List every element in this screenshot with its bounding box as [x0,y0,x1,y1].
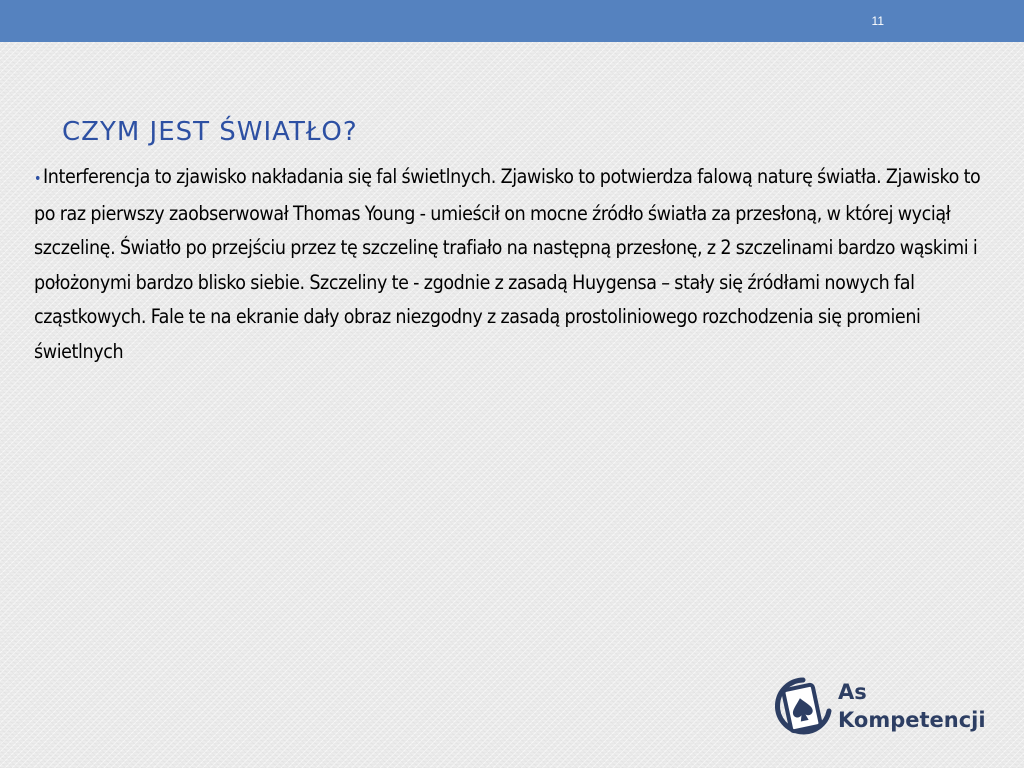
slide-title: CZYM JEST ŚWIATŁO? [62,117,358,148]
logo-line1: As [838,680,867,704]
slide-number: 11 [871,14,884,28]
slide-body [34,160,996,369]
bullet-marker: • [34,171,42,187]
top-bar [0,0,1024,42]
body-text: Interferencja to zjawisko nakładania się fal świetlnych. Zjawisko to potwierdza falową naturę światła. Zjawisko to po raz pierwszy zaobserwował Thomas Young - umieścił on mocne źródło światła za przesłoną, w której wyciął szczelinę. Światło po przejściu przez tę szczelinę trafiało na następną przesłonę, z 2 szczelinami bardzo wąskimi i położonymi bardzo blisko siebie. Szczeliny te - zgodnie z zasadą Huygensa – stały się źródłami nowych fal cząstkowych. Fale te na ekranie dały obraz niezgodny z zasadą prostoliniowego rozchodzenia się promieni świetlnych [34,165,981,363]
logo-text [838,678,986,734]
spade-card-icon [772,674,834,744]
logo-line2: Kompetencji [838,708,986,732]
logo [772,674,1002,744]
